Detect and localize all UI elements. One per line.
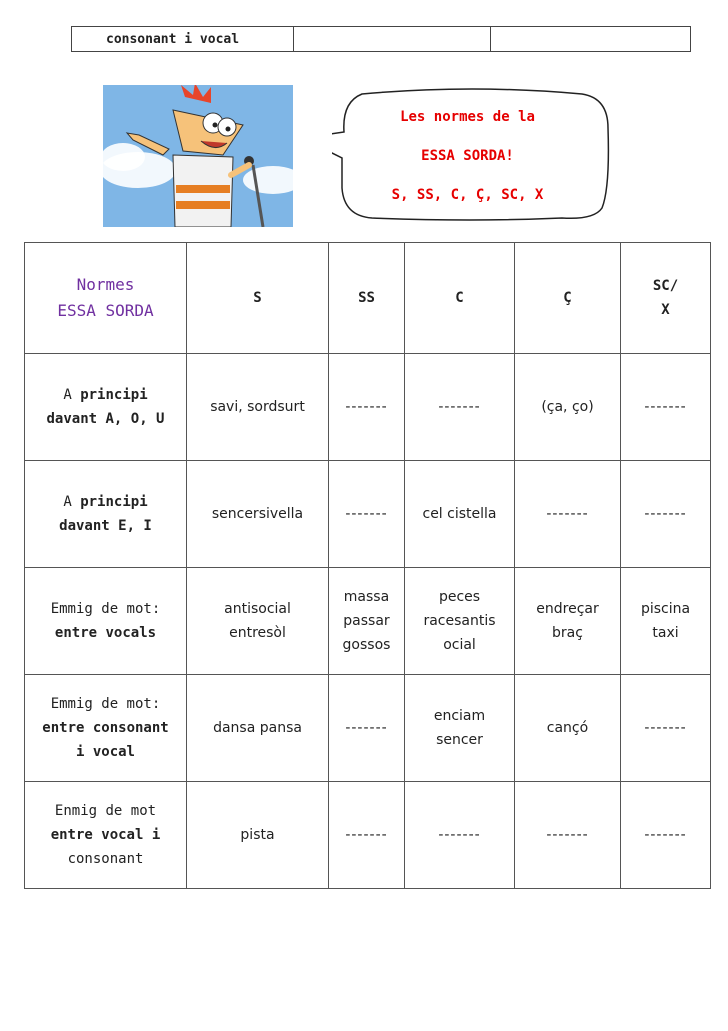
table-cell bbox=[515, 354, 621, 461]
cell-text: ------- bbox=[345, 399, 388, 415]
cell-text: antisocial bbox=[224, 601, 291, 617]
top-cell-empty-1 bbox=[294, 27, 490, 51]
cell-text: cel cistella bbox=[422, 506, 497, 522]
cell-text: savi, sordsurt bbox=[210, 399, 305, 415]
row-label-bold: principi bbox=[80, 387, 148, 403]
table-cell bbox=[515, 568, 621, 675]
row-label-pre: A bbox=[63, 494, 81, 510]
cell-text: ocial bbox=[443, 637, 476, 653]
table-cell bbox=[621, 675, 711, 782]
cell-text: ------- bbox=[345, 827, 388, 843]
cell-text: entresòl bbox=[229, 625, 286, 641]
table-cell bbox=[621, 461, 711, 568]
table-cell bbox=[329, 461, 405, 568]
bubble-line-2: ESSA SORDA! bbox=[421, 148, 514, 164]
row-label-cell bbox=[25, 461, 187, 568]
cell-text: ------- bbox=[438, 827, 481, 843]
table-row bbox=[25, 354, 711, 461]
header-col-text: S bbox=[253, 290, 262, 306]
row-label-bold: entre vocals bbox=[54, 625, 157, 641]
cell-text: ------- bbox=[644, 720, 687, 736]
cell-text: sencersivella bbox=[211, 506, 304, 522]
header-col-text: X bbox=[661, 302, 670, 318]
row-label-bold: entre vocal i bbox=[50, 827, 161, 843]
cell-text: taxi bbox=[652, 625, 679, 641]
top-cell-label: consonant i vocal bbox=[72, 27, 294, 51]
table-cell bbox=[187, 568, 329, 675]
table-body bbox=[25, 354, 711, 889]
header-col bbox=[405, 243, 515, 354]
bubble-line-3: S, SS, C, Ç, SC, X bbox=[391, 187, 544, 203]
row-label-cell bbox=[25, 675, 187, 782]
table-cell bbox=[515, 675, 621, 782]
header-col bbox=[329, 243, 405, 354]
row-label-pre: Enmig de mot bbox=[54, 803, 157, 819]
row-label-bold: principi bbox=[80, 494, 148, 510]
cell-text: peces bbox=[438, 589, 481, 605]
cell-text: (ça, ço) bbox=[541, 399, 594, 415]
table-cell bbox=[187, 354, 329, 461]
table-cell bbox=[621, 354, 711, 461]
table-cell bbox=[329, 675, 405, 782]
cell-text: piscina bbox=[640, 601, 691, 617]
cell-text: ------- bbox=[546, 506, 589, 522]
row-label-cell bbox=[25, 568, 187, 675]
table-cell bbox=[405, 461, 515, 568]
cell-text: massa bbox=[343, 589, 390, 605]
cell-text: ------- bbox=[644, 827, 687, 843]
row-label-line bbox=[29, 490, 182, 514]
cell-text: cançó bbox=[546, 720, 589, 736]
cell-text: sencer bbox=[436, 732, 483, 748]
cell-text: ------- bbox=[546, 827, 589, 843]
cell-text: enciam bbox=[433, 708, 486, 724]
cell-text: endreçar bbox=[536, 601, 599, 617]
table-cell bbox=[621, 568, 711, 675]
header-col bbox=[621, 243, 711, 354]
row-label-post: consonant bbox=[67, 851, 144, 867]
bubble-line-1: Les normes de la bbox=[400, 109, 535, 125]
row-label-pre: Emmig de mot: bbox=[50, 696, 161, 712]
cell-text: ------- bbox=[644, 399, 687, 415]
table-cell bbox=[515, 461, 621, 568]
header-col-text: SS bbox=[358, 290, 375, 306]
table-cell bbox=[187, 782, 329, 889]
header-col-text: SC/ bbox=[652, 278, 679, 294]
table-row bbox=[25, 782, 711, 889]
header-label-line-1: Normes bbox=[76, 275, 135, 294]
table-cell bbox=[329, 568, 405, 675]
cell-text: racesantis bbox=[423, 613, 496, 629]
row-label-cell bbox=[25, 354, 187, 461]
table-header-row bbox=[25, 243, 711, 354]
table-cell bbox=[405, 782, 515, 889]
row-label-pre: A bbox=[63, 387, 81, 403]
speech-bubble-text bbox=[355, 98, 580, 215]
header-col bbox=[515, 243, 621, 354]
table-cell bbox=[187, 461, 329, 568]
table-cell bbox=[329, 354, 405, 461]
table-row bbox=[25, 568, 711, 675]
header-col-text: C bbox=[455, 290, 464, 306]
header-col-text: Ç bbox=[563, 290, 572, 306]
cell-text: ------- bbox=[345, 720, 388, 736]
cell-text: ------- bbox=[345, 506, 388, 522]
row-label-post: davant E, I bbox=[59, 518, 152, 534]
header-label-cell bbox=[25, 243, 187, 354]
top-table-row bbox=[71, 26, 691, 52]
rules-table bbox=[24, 242, 711, 889]
row-label-pre: Emmig de mot: bbox=[50, 601, 161, 617]
cell-text: dansa pansa bbox=[213, 720, 302, 736]
top-cell-empty-2 bbox=[491, 27, 690, 51]
table-row bbox=[25, 675, 711, 782]
cell-text: braç bbox=[552, 625, 583, 641]
table-cell bbox=[405, 568, 515, 675]
table-cell bbox=[187, 675, 329, 782]
table-row bbox=[25, 461, 711, 568]
header-col bbox=[187, 243, 329, 354]
table-cell bbox=[405, 675, 515, 782]
row-label-bold: entre consonant bbox=[42, 720, 169, 736]
cell-text: passar bbox=[343, 613, 390, 629]
cell-text: ------- bbox=[438, 399, 481, 415]
row-label-cell bbox=[25, 782, 187, 889]
header-label-line-2: ESSA SORDA bbox=[57, 301, 154, 320]
table-cell bbox=[621, 782, 711, 889]
table-cell bbox=[515, 782, 621, 889]
table-cell bbox=[405, 354, 515, 461]
row-label-line bbox=[29, 383, 182, 407]
cell-text: gossos bbox=[342, 637, 391, 653]
table-cell bbox=[329, 782, 405, 889]
cartoon-illustration bbox=[103, 85, 293, 227]
row-label-post: i vocal bbox=[75, 744, 135, 760]
row-label-post: davant A, O, U bbox=[46, 411, 165, 427]
cell-text: pista bbox=[240, 827, 275, 843]
cell-text: ------- bbox=[644, 506, 687, 522]
